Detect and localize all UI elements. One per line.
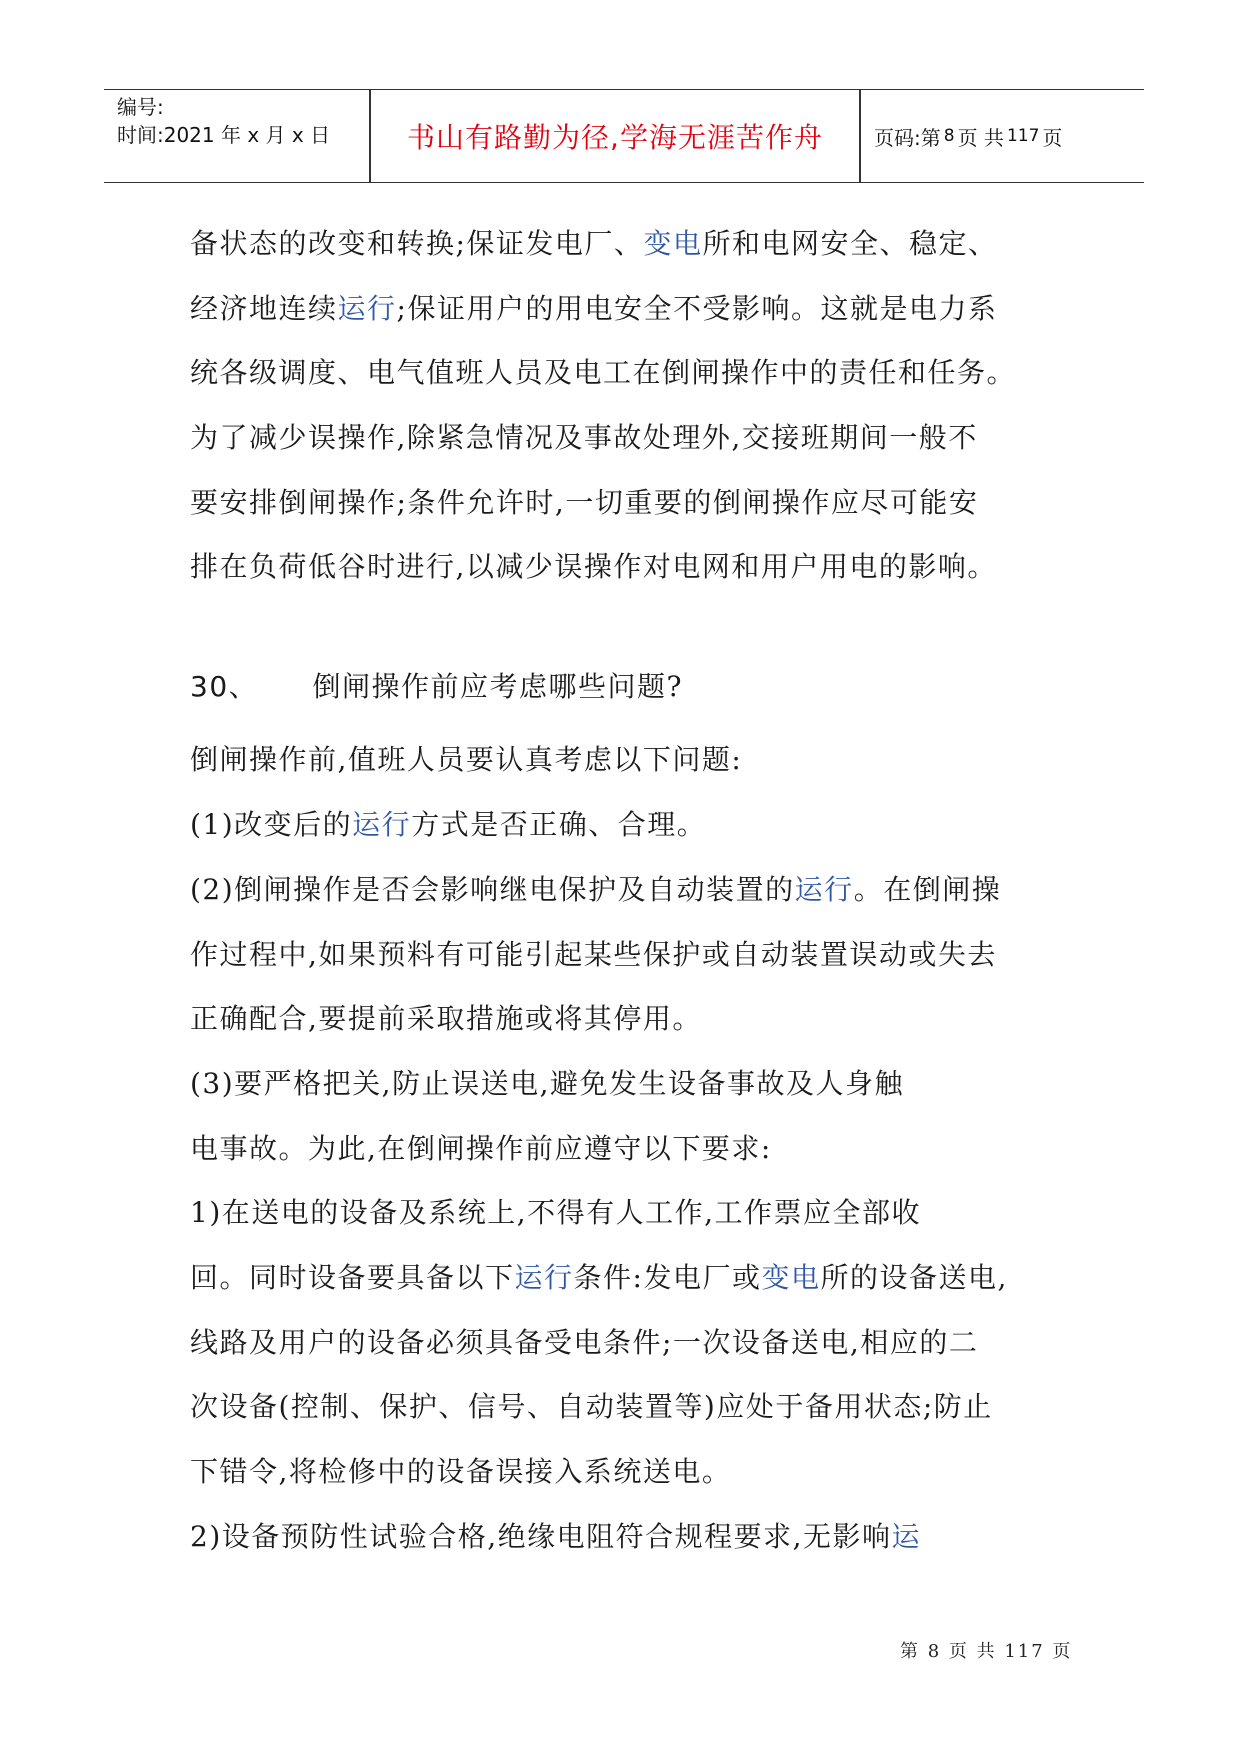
- text-segment: 统各级调度、电气值班人员及电工在倒闸操作中的责任和任务。: [190, 356, 1017, 389]
- term-link[interactable]: 运: [891, 1520, 922, 1553]
- question-heading: [190, 665, 683, 705]
- page-footer: 第 8 页 共 117 页: [900, 1641, 1073, 1662]
- text-segment: 。在倒闸操: [853, 873, 1002, 906]
- term-link[interactable]: 变电: [643, 227, 703, 260]
- text-line: [190, 868, 1001, 908]
- text-segment: 条件:发电厂或: [573, 1261, 762, 1294]
- text-line: [190, 1385, 993, 1425]
- term-link[interactable]: 运行: [794, 873, 854, 906]
- term-link[interactable]: 变电: [761, 1261, 821, 1294]
- page-mid: 页 共: [957, 125, 1004, 150]
- text-segment: 排在负荷低谷时进行,以减少误操作对电网和用户用电的影响。: [190, 550, 997, 583]
- text-segment: 要安排倒闸操作;条件允许时,一切重要的倒闸操作应尽可能安: [190, 486, 979, 519]
- text-segment: 次设备(控制、保护、信号、自动装置等)应处于备用状态;防止: [190, 1390, 993, 1423]
- text-line: [190, 1062, 904, 1102]
- text-line: [190, 997, 702, 1037]
- text-segment: 方式是否正确、合理。: [411, 808, 707, 841]
- text-line: [190, 287, 997, 327]
- text-line: [190, 1127, 772, 1167]
- text-line: [190, 1256, 1008, 1296]
- text-line: [190, 1191, 921, 1231]
- document-number-label: 编号:: [117, 95, 164, 119]
- header-meta: [117, 93, 367, 149]
- document-time-label: 时间:2021 年 x 月 x 日: [117, 123, 331, 147]
- text-segment: 1)在送电的设备及系统上,不得有人工作,工作票应全部收: [190, 1196, 922, 1229]
- text-segment: 电事故。为此,在倒闸操作前应遵守以下要求:: [190, 1132, 772, 1165]
- text-segment: 倒闸操作前,值班人员要认真考虑以下问题:: [190, 743, 743, 776]
- text-line: [190, 1321, 978, 1361]
- text-segment: 所和电网安全、稳定、: [702, 227, 998, 260]
- page-suffix: 页: [1042, 125, 1063, 150]
- page-header: [104, 89, 1144, 183]
- text-segment: 线路及用户的设备必须具备受电条件;一次设备送电,相应的二: [190, 1326, 979, 1359]
- text-line: [190, 416, 978, 456]
- text-line: [190, 803, 706, 843]
- text-segment: 正确配合,要提前采取措施或将其停用。: [190, 1002, 702, 1035]
- text-segment: ;保证用户的用电安全不受影响。这就是电力系: [396, 292, 998, 325]
- text-line: [190, 545, 997, 585]
- term-link[interactable]: 运行: [337, 292, 397, 325]
- text-line: [190, 1450, 731, 1490]
- text-line: [190, 738, 742, 778]
- term-link[interactable]: 运行: [514, 1261, 574, 1294]
- text-segment: 作过程中,如果预料有可能引起某些保护或自动装置误动或失去: [190, 938, 997, 971]
- header-divider: [859, 90, 861, 182]
- header-motto: 书山有路勤为径,学海无涯苦作舟: [407, 121, 823, 154]
- text-line: [190, 481, 978, 521]
- text-line: [190, 351, 1016, 391]
- term-link[interactable]: 运行: [352, 808, 412, 841]
- text-line: [190, 222, 997, 262]
- text-segment: 下错令,将检修中的设备误接入系统送电。: [190, 1455, 732, 1488]
- text-line: [190, 1515, 921, 1555]
- page-number: 8: [943, 126, 955, 146]
- text-segment: (3)要严格把关,防止误送电,避免发生设备事故及人身触: [190, 1067, 904, 1100]
- text-segment: (2)倒闸操作是否会影响继电保护及自动装置的: [190, 873, 795, 906]
- text-segment: 经济地连续: [190, 292, 338, 325]
- question-text: 倒闸操作前应考虑哪些问题?: [312, 670, 684, 703]
- text-line: [190, 933, 997, 973]
- page-total: 117: [1006, 126, 1040, 146]
- text-segment: 备状态的改变和转换;保证发电厂、: [190, 227, 644, 260]
- page-prefix: 页码:第: [874, 125, 941, 150]
- text-segment: 2)设备预防性试验合格,绝缘电阻符合规程要求,无影响: [190, 1520, 892, 1553]
- question-number: 30、: [190, 670, 259, 703]
- text-segment: 回。同时设备要具备以下: [190, 1261, 515, 1294]
- text-segment: 为了减少误操作,除紧急情况及事故处理外,交接班期间一般不: [190, 421, 978, 454]
- text-segment: 所的设备送电,: [820, 1261, 1008, 1294]
- text-segment: (1)改变后的: [190, 808, 353, 841]
- header-page-info: [874, 90, 1062, 182]
